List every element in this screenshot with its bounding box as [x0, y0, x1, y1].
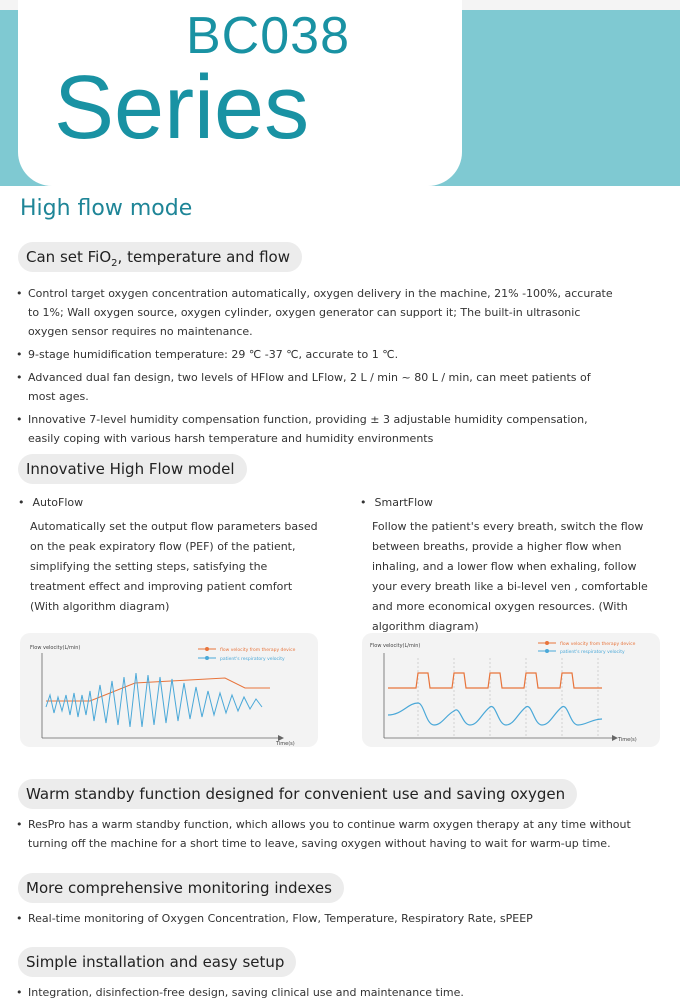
list-item: • ResPro has a warm standby function, which allows you to continue warm oxygen therapy at any time without turning off the machine for a short time to leave, saving oxygen without having to wait for warm-up time.	[16, 815, 656, 853]
list-item: • Innovative 7-level humidity compensation function, providing ± 3 adjustable humidity compensation, easily coping with various harsh temperature and humidity environments	[16, 410, 616, 448]
legend-patient-marker	[545, 649, 549, 653]
standby-bullet-list	[16, 815, 656, 857]
patient-flow-series	[46, 673, 262, 727]
product-model: BC038	[186, 7, 350, 65]
legend-patient-marker	[205, 656, 209, 660]
section-title-monitoring: More comprehensive monitoring indexes	[18, 873, 344, 903]
legend-device-label: flow velocity from therapy device	[560, 642, 636, 647]
smartflow-description: Follow the patient's every breath, switch the flow between breaths, provide a higher flow when inhaling, and a lower flow when exhaling, follow your every breath like a bi-level ven , comfortable and more economical oxygen resources. (With algorithm diagram)	[372, 520, 648, 633]
list-item: • 9-stage humidification temperature: 29 ℃ -37 ℃, accurate to 1 ℃.	[16, 345, 616, 364]
list-item: • Control target oxygen concentration automatically, oxygen delivery in the machine, 21% -100%, accurate to 1%; Wall oxygen source, oxygen cylinder, oxygen generator can support it; The built-in ultrasonic oxygen sensor requires no maintenance.	[16, 284, 616, 341]
hero-banner	[0, 0, 680, 186]
monitoring-bullet-list	[16, 909, 656, 932]
patient-flow-series	[388, 703, 602, 725]
section-title-part: Can set FiO	[26, 248, 112, 266]
legend-device-label: flow velocity from therapy device	[220, 648, 296, 653]
x-axis-label: Time(s)	[276, 741, 295, 747]
section-title-standby: Warm standby function designed for convenient use and saving oxygen	[18, 779, 577, 809]
section-title-part: , temperature and flow	[117, 248, 291, 266]
settings-bullet-list	[16, 284, 616, 452]
legend-patient-label: patient's respiratory velocity	[220, 657, 285, 662]
mode-title: High flow mode	[20, 196, 193, 221]
autoflow-heading: • AutoFlow	[18, 496, 83, 509]
device-flow-series	[388, 673, 602, 688]
legend-device-marker	[545, 641, 549, 645]
autoflow-diagram	[20, 633, 318, 747]
section-title-highflow: Innovative High Flow model	[18, 454, 247, 484]
section-title-subscript: 2	[111, 258, 118, 269]
y-axis-label: Flow velocity(L/min)	[30, 645, 81, 651]
list-item: • Real-time monitoring of Oxygen Concentration, Flow, Temperature, Respiratory Rate, sPEEP	[16, 909, 656, 928]
x-axis-label: Time(s)	[618, 737, 637, 743]
smartflow-heading: • SmartFlow	[360, 496, 433, 509]
y-axis-label: Flow velocity(L/min)	[370, 643, 421, 649]
installation-bullet-list	[16, 983, 656, 1006]
legend-device-marker	[205, 647, 209, 651]
product-series: Series	[54, 58, 310, 158]
autoflow-description: Automatically set the output flow parameters based on the peak expiratory flow (PEF) of the patient, simplifying the setting steps, satisfying the treatment effect and improving patient comfort (With algorithm diagram)	[30, 520, 318, 613]
smartflow-diagram	[362, 633, 660, 747]
list-item: • Integration, disinfection-free design, saving clinical use and maintenance time.	[16, 983, 656, 1002]
section-title-installation: Simple installation and easy setup	[18, 947, 296, 977]
section-title-settings	[18, 242, 302, 272]
legend-patient-label: patient's respiratory velocity	[560, 650, 625, 655]
list-item: • Advanced dual fan design, two levels of HFlow and LFlow, 2 L / min ~ 80 L / min, can meet patients of most ages.	[16, 368, 616, 406]
